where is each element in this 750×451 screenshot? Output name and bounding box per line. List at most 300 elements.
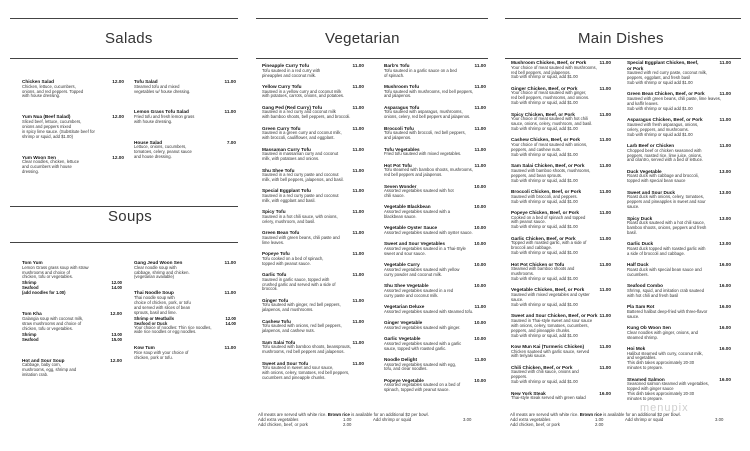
menu-item-name: Special Eggplant Tofu xyxy=(262,188,311,194)
menu-item xyxy=(384,357,486,372)
menu-item xyxy=(627,216,731,236)
menu-item xyxy=(384,336,486,351)
menu-item-price: 12.00 xyxy=(110,357,122,363)
menu-item-name: Lemon Grass Tofu Salad xyxy=(134,109,189,115)
menu-item xyxy=(511,189,611,204)
menu-item-description: Tofu sauteed with broccoli, red bell peppers, and jalapenos. xyxy=(384,130,466,141)
menu-item xyxy=(627,169,731,184)
main-dishes-column-right xyxy=(627,60,731,407)
menu-item-name: Sweet and Sour Tofu xyxy=(262,360,309,366)
menu-item-name: Sweet and Sour Duck xyxy=(627,189,675,195)
menu-item-name: Spicy Tofu xyxy=(262,209,286,215)
menu-item-name: Cashew Chicken, Beef, or Pork xyxy=(511,137,581,143)
menu-item-option-price: 12.00 xyxy=(111,280,122,286)
menu-item-option xyxy=(22,337,122,342)
menu-item-name: Vegetable Oyster Sauce xyxy=(384,225,438,231)
menu-item-name: Ginger Tofu xyxy=(262,297,289,303)
menu-item-description: Tofu steamed with bamboo shoots, mushrooms, red bell peppers and jalapenos. xyxy=(384,167,473,178)
menu-item-price: 10.00 xyxy=(474,225,486,231)
menu-item-price: 11.00 xyxy=(352,297,364,303)
menu-item-name: Popeye Vegetable xyxy=(384,377,424,383)
menu-item-name: Cashew Tofu xyxy=(262,318,291,324)
menu-item-description: Roast duck with onions, celery, tomatoes, peppers and pineapples in sweet and sour sauce. xyxy=(627,194,706,210)
menu-item-description: Topped with roasted garlic, with a side of broccoli and cabbage. Sub with shrimp or squid, add $1.00 xyxy=(511,240,587,256)
menu-item-description: Assorted vegetables sauteed with oyster sauce. xyxy=(384,229,473,235)
menu-item-description: Clear noodle soup with cabbage, shrimp and chicken. (vegetarian available) xyxy=(134,264,190,280)
menu-item-price: 11.00 xyxy=(352,251,364,257)
menu-item-description: Assorted vegetables sauteed with a blackbean sauce. xyxy=(384,209,451,219)
menu-item-price: 11.00 xyxy=(474,304,486,310)
menu-item xyxy=(22,311,122,341)
menu-item-description: Chicken sauteed with garlic sauce, served with teriyaki sauce. xyxy=(511,348,590,359)
menu-item-price: 11.00 xyxy=(599,287,611,293)
menu-item-description: Assorted vegetables sauteed with hot chili sauce. xyxy=(384,188,454,199)
menu-item-description: Chopped beef or chicken seasoned with peppers, roasted rice, lime juice, onions, and cilantro, served with a bed of lettuce. xyxy=(627,147,704,163)
menu-item xyxy=(134,290,236,335)
menu-item-description: Clear noodles with ginger, onions, and steamed shrimp. xyxy=(627,329,699,340)
menu-item-description: Assorted vegetables sauteed on a bed of spinach, topped with peanut sauce. xyxy=(384,382,461,393)
menu-item-price: 16.00 xyxy=(719,262,731,268)
menu-item-description: Assorted vegetables sauteed with egg, tofu, and clear noodles. xyxy=(384,361,456,372)
menu-item-description: Tofu sauteed in a garlic sauce on a bed of spinach. xyxy=(384,67,457,78)
menu-item xyxy=(627,325,731,340)
menu-item-name: Vegetable Curry xyxy=(384,262,420,268)
menu-item-name: Garlic Tofu xyxy=(262,272,287,278)
menu-item xyxy=(262,340,364,355)
menu-item-name: Tofu Vegetables xyxy=(384,146,420,152)
menu-item xyxy=(511,236,611,256)
menu-item-price: 12.00 xyxy=(110,311,122,317)
menu-item-description: Roast duck with cabbage and broccoli, topped with special bean sauce xyxy=(627,173,699,184)
menu-item-name: Tofu Salad xyxy=(134,79,158,84)
menu-item-name: Vegetable Chicken, Beef, or Pork xyxy=(511,287,585,293)
menu-item xyxy=(627,190,731,210)
menu-item-name: Mushroom Chicken, Beef, or Pork xyxy=(511,60,587,65)
menu-item-name: New York Steak xyxy=(511,390,546,396)
menu-item xyxy=(262,230,364,245)
menu-item-price: 13.00 xyxy=(719,241,731,247)
menu-item-name: Gang Ped (Red Curry) Tofu xyxy=(262,104,323,110)
watermark-logo: menupix xyxy=(640,402,689,414)
menu-item-price: 10.00 xyxy=(474,377,486,383)
menu-item xyxy=(262,84,364,99)
menu-item-description: Sauteed in a hot chili sauce, with onions, celery, mushroom, and basil. xyxy=(262,213,338,224)
menu-item-description: Shrimp, squid, and imitation crab sauteed with hot chili and fresh basil xyxy=(627,287,705,298)
menu-item-price: 11.00 xyxy=(352,188,364,194)
salads-column-left xyxy=(22,79,124,190)
menu-item-price: 11.00 xyxy=(719,143,731,149)
menu-item-name: Garlic Duck xyxy=(627,241,654,247)
menu-item xyxy=(262,63,364,78)
menu-item-name: Broccoli Chicken, Beef, or Pork xyxy=(511,189,582,195)
vegetarian-title: Vegetarian xyxy=(325,30,400,47)
menu-item xyxy=(627,117,731,137)
menu-item-price: 11.00 xyxy=(599,111,611,117)
menu-item-price: 11.00 xyxy=(474,63,486,68)
menu-item-option-label: Seafood xyxy=(22,285,39,291)
menu-item xyxy=(384,163,486,178)
menu-item xyxy=(384,147,486,158)
menu-item xyxy=(627,241,731,256)
menu-item xyxy=(511,210,611,230)
menu-item-name: Sweet and Sour Vegetables xyxy=(384,241,445,247)
menu-item-option-label: Shrimp xyxy=(22,331,37,337)
menu-item-description: Sauteed with green beans, chili paste and lime leaves. xyxy=(262,234,340,245)
menu-item-name: Tom Kha xyxy=(22,311,42,317)
main-dishes-column-left xyxy=(511,60,611,407)
menu-item-price: 11.00 xyxy=(352,146,364,152)
menu-item-name: Green Curry Tofu xyxy=(262,125,301,131)
vegetarian-rule-bottom xyxy=(256,58,488,59)
menu-item-price: 11.00 xyxy=(474,146,486,152)
menu-item-name: Thai Noodle Soup xyxy=(134,290,174,296)
menu-item-price: 11.00 xyxy=(599,313,611,319)
menu-item-name: Vegetable Blackbean xyxy=(384,204,431,210)
menu-item-price: 11.00 xyxy=(474,104,486,110)
menu-item-price: 13.00 xyxy=(719,168,731,174)
menu-item xyxy=(22,114,124,139)
menu-item-name: Yum Nua (Beef Salad) xyxy=(22,114,71,120)
menu-item-name: Tom Yum xyxy=(22,260,43,265)
menu-item-price: 10.00 xyxy=(474,183,486,189)
menu-item-description: Assorted vegetables sauteed with a garlic sauce, topped with roasted garlic. xyxy=(384,340,462,351)
menu-item-name: Steamed Salmon xyxy=(627,376,665,382)
menu-item-name: Seafood Combo xyxy=(627,283,663,289)
menu-item-price: 11.00 xyxy=(352,318,364,324)
menu-item-name: Shu Shee Tofu xyxy=(262,167,295,173)
menu-item-name: Yellow Curry Tofu xyxy=(262,83,302,89)
menu-item-option-label: Seafood or Duck xyxy=(134,320,168,326)
menu-item-price: 11.00 xyxy=(599,85,611,91)
soups-rule xyxy=(10,206,238,207)
menu-item-option-price: 14.00 xyxy=(225,320,236,326)
menu-item xyxy=(384,204,486,219)
main-dishes-rule-bottom xyxy=(505,58,741,59)
menu-item-description: Tofu sauteed with mushrooms, red bell peppers, and jalapenos. xyxy=(384,88,474,99)
menu-item-name: Green Bean Chicken, Beef, or Pork xyxy=(627,91,705,97)
menu-item-name: Gang Jeud Woon Sen xyxy=(134,260,183,265)
menu-item-name: Garlic Chicken, Beef, or Pork xyxy=(511,235,576,241)
menu-item-price: 16.00 xyxy=(719,325,731,330)
menu-item-name: Asparagus Tofu xyxy=(384,104,420,110)
menu-item-name: Hot Pot Chicken or Tofu xyxy=(511,261,565,267)
menu-item-description: Tofu sauteed with onions, red bell peppers, jalapenos, and cashew nuts. xyxy=(262,323,342,334)
menu-item xyxy=(384,378,486,393)
menu-item-price: 16.00 xyxy=(719,283,731,289)
menu-item xyxy=(511,287,611,307)
menu-item xyxy=(134,345,236,360)
salads-column-right xyxy=(134,79,236,175)
menu-item xyxy=(22,155,124,175)
rice-note-2: All meats are served with white rice. Brown rice is available for an additional $2 per bowl. xyxy=(510,412,681,417)
menu-item xyxy=(511,313,611,338)
menu-item-price: 10.00 xyxy=(474,283,486,289)
menu-item xyxy=(134,140,236,160)
menu-item-description: Roast duck with special bean sauce and cucumbers. xyxy=(627,266,702,277)
menu-item-price: 11.00 xyxy=(224,109,236,115)
menu-item-description: Steamed tofu and mixed vegetables w/ house dressing. xyxy=(134,83,191,94)
menu-item-price: 11.00 xyxy=(352,272,364,278)
menu-item-name: Garlic Vegetable xyxy=(384,336,421,342)
menu-item-description: Your choice of meat sauteed with mushrooms, red bell peppers, and jalapenos. Sub with shrimp or squid, add $1.00 xyxy=(511,64,597,80)
menu-item-description: Chicken, lettuce, cucumbers, onions, and red peppers. Topped with house dressing. xyxy=(22,83,84,99)
menu-item-description: Tofu sauteed with bamboo shoots, beansprouts, mushrooms, red bell peppers and jalapenos. xyxy=(262,344,351,355)
menu-item xyxy=(262,147,364,162)
menu-item-description: Fried tofu and fresh lemon grass with house dressing. xyxy=(134,114,195,124)
menu-item-price: 11.00 xyxy=(599,235,611,241)
menu-item-description: Cooked on a bed of spinach and topped with peanut sauce. Sub with shrimp or squid, add $1.00 xyxy=(511,214,586,230)
menu-item-price: 11.00 xyxy=(352,339,364,345)
menu-item-description: Assorted vegetables sauteed with steamed tofu. xyxy=(384,308,474,314)
menu-item-price: 16.00 xyxy=(599,390,611,396)
menu-item xyxy=(262,209,364,224)
menu-item-price: 11.00 xyxy=(474,162,486,168)
menu-item-name: Hot and Sour Soup xyxy=(22,357,65,363)
menu-item-price: 11.00 xyxy=(599,343,611,349)
menu-item-name: House Salad xyxy=(134,139,163,145)
menu-item-option-price: 14.00 xyxy=(111,285,122,291)
menu-item-name: Shu Shee Vegetable xyxy=(384,283,429,289)
extras-row-1: Add extra vegetables 1.00 Add shrimp or squid 3.00 xyxy=(258,417,472,423)
menu-item-price: 12.00 xyxy=(112,79,124,84)
menu-item-name: Broccoli Tofu xyxy=(384,125,414,131)
menu-item xyxy=(134,79,236,94)
menu-item xyxy=(262,251,364,266)
menu-item-option-label: (add noodles for 1.00) xyxy=(22,290,66,296)
menu-item-name: Popeye Tofu xyxy=(262,251,290,257)
menu-item-price: 12.00 xyxy=(112,154,124,160)
menu-item-description: Sauteed with bamboo shoots, mushrooms, peppers, and bean sprouts. Sub with shrimp or squid, add $1.00 xyxy=(511,167,591,183)
menu-item-name: Noodle Delight xyxy=(384,356,418,362)
menu-item-description: Sauteed with chili sauce, onions and peppers. Sub with shrimp or squid, add $1.00 xyxy=(511,369,579,385)
menu-item-description: Assorted vegetables sauteed in a Thai-Style sweet and sour sauce. xyxy=(384,245,466,256)
menu-item-option xyxy=(22,290,122,295)
menu-item xyxy=(384,105,486,120)
menu-item xyxy=(262,298,364,313)
menu-item xyxy=(511,60,611,80)
soups-rule-bottom xyxy=(10,242,238,243)
menu-item xyxy=(511,365,611,385)
menu-item xyxy=(384,184,486,199)
menu-item-description: Your choice of meat sauteed with hot chili sauce, onions, celery, mushroom, and basil. Sub with shrimp or squid, add $1.00 xyxy=(511,116,593,132)
menu-item xyxy=(262,188,364,203)
menu-item-name: Chicken Salad xyxy=(22,79,55,84)
menu-item-description: Sauteed with green beans, chili paste, lime leaves, and kaffir leaves. Sub with shrimp or squid add $1.00 xyxy=(627,96,722,111)
vegetarian-column-left xyxy=(262,63,364,386)
menu-item-name: Seven Wonder xyxy=(384,183,417,189)
menu-item xyxy=(627,304,731,319)
menu-item-price: 11.00 xyxy=(352,125,364,131)
menu-item-description: Assorted vegetables sauteed with ginger. xyxy=(384,324,461,330)
menu-item-price: 16.00 xyxy=(719,376,731,382)
menu-item-name: Vegetarian Deluxe xyxy=(384,304,425,310)
salads-rule xyxy=(10,18,238,19)
menu-item-name: Kung Ob Woon Sen xyxy=(627,325,671,330)
menu-item-price: 11.00 xyxy=(224,290,236,296)
menu-item-price: 11.00 xyxy=(352,167,364,173)
menu-item-description: Sliced beef, lettuce, cucumbers, onions and peppers mixed in spicy lime sauce. (Substitute beef for shrimp or squid, add $1.00) xyxy=(22,118,95,139)
menu-item-description: Lettuce, onions, cucumbers, tomatoes, celery, peanut sauce and house dressing. xyxy=(134,144,192,160)
menu-item xyxy=(262,319,364,334)
menu-item-name: Asparagus Chicken, Beef, or Pork xyxy=(627,117,703,123)
menu-item-option-price: 12.00 xyxy=(225,315,236,321)
menu-item-name: Chili Chicken, Beef, or Pork xyxy=(511,364,573,370)
menu-item-option-price: 15.00 xyxy=(111,336,122,342)
menu-item xyxy=(384,283,486,298)
menu-item-description: Your choice of meat sauteed with onions, peppers, and cashew nuts. Sub with shrimp or squid, add $1.00 xyxy=(511,142,588,157)
vegetarian-rule xyxy=(256,18,488,19)
menu-item-description: Tofu sauteed with ginger, red bell peppers, jalapenos, and mushrooms. xyxy=(262,302,341,313)
menu-item-price: 11.00 xyxy=(352,360,364,366)
menu-item-description: Sauteed in a yellow curry and coconut milk with potatoes, carrots, onions, and potatoes. xyxy=(262,88,345,99)
menu-item-price: 7.00 xyxy=(226,139,236,145)
menu-item xyxy=(262,361,364,381)
menu-item-description: Cabbage, baby corn, mushrooms, egg, shrimp and imitation crab. xyxy=(22,362,77,378)
menu-item xyxy=(22,260,122,295)
menu-item-price: 11.00 xyxy=(352,63,364,68)
menu-item xyxy=(384,126,486,141)
menu-item-description: Battered halibut deep-fried with three-flavor sauce. xyxy=(627,308,708,319)
soups-column-right xyxy=(134,260,236,371)
menu-item-name: Special Eggplant Chicken, Beef, or Pork xyxy=(627,60,699,71)
menu-item-price: 11.00 xyxy=(599,261,611,267)
menu-item-description: Sauteed with red curry paste, coconut milk, peppers, eggplant, and fresh basil Sub with shrimp or squid add $1.00 xyxy=(627,70,708,85)
menu-item xyxy=(627,262,731,277)
menu-item-name: Sweet and Sour Chicken, Beef, or Pork xyxy=(511,313,598,319)
menu-item-name: Ginger Chicken, Beef, or Pork xyxy=(511,85,578,91)
menu-item-name: Kow Mun Kai (Turmeric Chicken) xyxy=(511,343,585,349)
extras-row-2: Add chicken, beef, or pork 2.00 xyxy=(258,422,352,428)
menu-item-description: Sauteed in a red curry and coconut milk with bamboo shoots, bell peppers, and broccoli. xyxy=(262,109,351,120)
menu-item xyxy=(384,320,486,331)
menu-item-price: 11.00 xyxy=(719,117,731,123)
menu-item-price: 13.00 xyxy=(719,189,731,195)
menu-item-description: Sauteed in Thai-style sweet and sour sauce with onions, celery, tomatoes, cucumbers, peppers, and pineapple chunks. Sub with shrimp or squid, add $1.00 xyxy=(511,317,593,338)
menu-item-price: 10.00 xyxy=(474,320,486,326)
vegetarian-column-right xyxy=(384,63,486,399)
menu-item-description: Roast duck sauteed with a hot chili sauce, bamboo shoots, onions, peppers and fresh basil. xyxy=(627,220,707,235)
menu-item-description: Fried tofu sauteed with mixed vegetables. xyxy=(384,151,462,157)
menu-item-name: Massaman Curry Tofu xyxy=(262,146,311,152)
menu-item xyxy=(511,137,611,157)
menu-item-price: 11.00 xyxy=(474,125,486,131)
menu-item-description: Tofu sauteed in a red curry with pineapples and coconut milk. xyxy=(262,67,321,78)
menu-item-name: Barb's Tofu xyxy=(384,63,410,68)
menu-item xyxy=(384,262,486,277)
menu-item-price: 11.00 xyxy=(352,230,364,236)
menu-item-price: 11.00 xyxy=(719,60,731,65)
menu-item xyxy=(134,260,236,280)
menu-item xyxy=(384,225,486,236)
menu-item-description: Sauteed in a green curry and coconut milk, with broccoli, cauliflower, and eggplant. xyxy=(262,130,342,141)
menu-item xyxy=(627,143,731,163)
menu-item-name: Duck Vegetable xyxy=(627,168,662,174)
menu-item xyxy=(22,79,124,99)
menu-item-price: 13.00 xyxy=(719,215,731,221)
menu-item-description: Assorted vegetables sauteed in a red curry paste and coconut milk. xyxy=(384,287,454,298)
menu-item-price: 11.00 xyxy=(352,104,364,110)
menu-item-price: 11.00 xyxy=(224,260,236,265)
menu-item xyxy=(627,60,731,86)
menu-item-name: Sam Salai Chicken, Beef, or Pork xyxy=(511,163,585,169)
menu-item-price: 11.00 xyxy=(352,209,364,215)
menu-item xyxy=(511,391,611,402)
menu-item-description: Lemon Grass grass soup with straw mushrooms and choice of chicken, tofu or vegetables. xyxy=(22,264,89,280)
menu-item xyxy=(511,86,611,106)
menu-item xyxy=(262,272,364,292)
menu-item xyxy=(511,262,611,282)
salads-title: Salads xyxy=(105,30,153,47)
menu-item-description: Assorted vegetables sauteed with yellow curry powder and coconut milk. xyxy=(384,266,460,277)
menu-item-price: 10.00 xyxy=(474,241,486,247)
menu-item xyxy=(627,283,731,298)
menu-item-name: Half Duck xyxy=(627,262,649,268)
menu-item-price: 11.00 xyxy=(352,83,364,89)
menu-item-price: 11.00 xyxy=(599,189,611,195)
menu-item xyxy=(627,346,731,371)
menu-item-description: Tofu cooked on a bed of spinach, topped with peanut sauce. xyxy=(262,255,324,266)
menu-item-description: Thai noodle soup with choice of chicken, pork, or tofu and served with slices of bean sprouts, basil and lime. xyxy=(134,294,191,315)
menu-item-option-label: Shrimp xyxy=(22,280,37,286)
menu-item-description: Sauteed with mixed vegetables and oyster sauce. Sub with shrimp or squid, add $1.00 xyxy=(511,292,590,307)
menu-item-price: 11.00 xyxy=(599,364,611,370)
rice-note: All meats are served with white rice. Brown rice is available for an additional $2 per bowl. xyxy=(258,412,429,417)
menu-item-description: Clear noodles, chicken, lettuce and cucumbers with house dressing. xyxy=(22,159,80,174)
menu-item-price: 11.00 xyxy=(474,83,486,89)
menu-item-description: Tofu sauteed in sweet and sour sauce, with onions, celery, tomatoes, red bell peppers, cucumbers and pineapple chunks. xyxy=(262,365,350,380)
menu-item-option-label: Shrimp or Meatballs xyxy=(134,315,175,321)
main-dishes-footer xyxy=(510,412,742,428)
menu-item-description: Sauteed in massaman curry and coconut milk, with potatoes and onions. xyxy=(262,151,339,162)
soups-title: Soups xyxy=(108,208,153,225)
menu-item-description: Steamed with bamboo shoots and mushrooms. Sub with shrimp or squid, add $1.00 xyxy=(511,266,578,281)
menu-item-note: Your choice of noodles: Thin rice noodles, wide rice noodles or egg noodles. xyxy=(134,324,212,335)
salads-rule-bottom xyxy=(10,58,238,59)
menu-item-price: 11.00 xyxy=(599,163,611,169)
menu-item-price: 11.00 xyxy=(599,60,611,65)
menu-item xyxy=(262,105,364,120)
extras-row-1b: Add extra vegetables 1.00 Add shrimp or squid 3.00 xyxy=(510,417,724,423)
menu-item-name: Spicy Duck xyxy=(627,215,653,221)
menu-item xyxy=(384,241,486,256)
menu-item-description: Sauteed with fresh asparagus, onions, celery, peppers, and mushrooms. Sub with shrimp or squid add $1.00 xyxy=(627,121,699,137)
menu-item-price: 10.00 xyxy=(474,204,486,210)
menu-item xyxy=(511,344,611,359)
menu-item-option-price: 13.00 xyxy=(111,331,122,337)
menu-item xyxy=(384,63,486,78)
menu-item-name: Ginger Vegetable xyxy=(384,320,423,326)
menu-item-price: 11.00 xyxy=(599,209,611,215)
menu-item-option-label: Seafood xyxy=(22,336,39,342)
menu-item-name: Sam Salai Tofu xyxy=(262,339,296,345)
menu-item xyxy=(627,91,731,111)
menu-item-price: 12.00 xyxy=(112,114,124,120)
menu-item-description: Roast duck topped with roasted garlic with a side of broccoli and cabbage. xyxy=(627,245,706,256)
menu-item xyxy=(22,358,122,378)
menu-item-description: Rice soup with your choice of chicken, pork or tofu. xyxy=(134,349,189,360)
soups-column-left xyxy=(22,260,122,394)
vegetarian-footer xyxy=(258,412,490,428)
menu-item-price: 11.00 xyxy=(599,137,611,143)
menu-item-price: 11.00 xyxy=(224,345,236,351)
menu-item-description: Seasoned salmon steamed with vegetables, topped with ginger sauce This dish takes approximately 20-30 minutes to prepare. xyxy=(627,381,709,401)
menu-item-description: Tofu sauteed with asparagus, mushrooms, onions, celery, red bell peppers and jalapenos. xyxy=(384,109,471,120)
menu-item-name: Hoi Mok xyxy=(627,345,646,351)
menu-item-description: Sauteed with broccoli, and peppers. Sub with shrimp or squid, add $1.00 xyxy=(511,193,578,204)
main-dishes-title: Main Dishes xyxy=(578,30,664,47)
menu-item xyxy=(384,304,486,315)
menu-item-description: Galangia soup with coconut milk, straw mushrooms and choice of chicken, tofu or vegetables. xyxy=(22,315,84,331)
